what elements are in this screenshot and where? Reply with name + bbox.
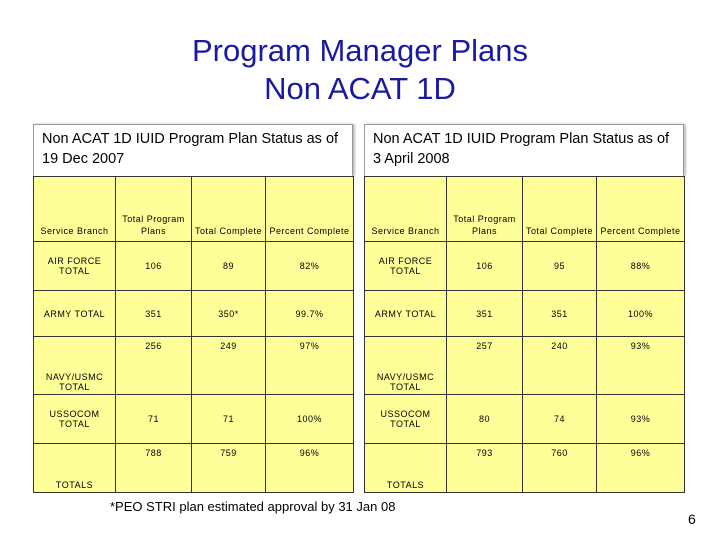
- table-row: [365, 291, 685, 337]
- cell-branch: AIR FORCE TOTAL: [34, 242, 116, 291]
- cell-percent: 100%: [266, 395, 354, 444]
- table-row: [34, 395, 354, 444]
- status-table: [364, 176, 685, 493]
- cell-complete: 760: [523, 444, 597, 493]
- cell-percent: 93%: [597, 395, 685, 444]
- header-percent-complete: Percent Complete: [597, 177, 685, 242]
- cell-complete: 240: [523, 337, 597, 395]
- header-service-branch: Service Branch: [365, 177, 447, 242]
- cell-branch: AIR FORCE TOTAL: [365, 242, 447, 291]
- table-row: [365, 337, 685, 395]
- cell-branch: USSOCOM TOTAL: [365, 395, 447, 444]
- cell-complete: 759: [192, 444, 266, 493]
- panel-title: Non ACAT 1D IUID Program Plan Status as of 19 Dec 2007: [33, 124, 353, 176]
- header-total-program-plans: Total Program Plans: [116, 177, 192, 242]
- header-total-complete: Total Complete: [192, 177, 266, 242]
- slide-title-line-1: Program Manager Plans: [192, 33, 528, 68]
- cell-branch: TOTALS: [34, 444, 116, 493]
- page-number: 6: [688, 511, 696, 527]
- cell-plans: 256: [116, 337, 192, 395]
- header-service-branch: Service Branch: [34, 177, 116, 242]
- cell-plans: 71: [116, 395, 192, 444]
- cell-branch: TOTALS: [365, 444, 447, 493]
- table-row: [365, 444, 685, 493]
- table-row: [34, 291, 354, 337]
- status-table: [33, 176, 354, 493]
- cell-percent: 82%: [266, 242, 354, 291]
- cell-complete: 89: [192, 242, 266, 291]
- cell-branch: ARMY TOTAL: [34, 291, 116, 337]
- table-row: [34, 337, 354, 395]
- header-row: [365, 177, 685, 242]
- cell-complete: 351: [523, 291, 597, 337]
- cell-plans: 80: [447, 395, 523, 444]
- header-percent-complete: Percent Complete: [266, 177, 354, 242]
- cell-plans: 351: [447, 291, 523, 337]
- cell-plans: 351: [116, 291, 192, 337]
- cell-percent: 100%: [597, 291, 685, 337]
- cell-plans: 793: [447, 444, 523, 493]
- table-row: [365, 242, 685, 291]
- status-panel-dec-2007: [33, 124, 353, 493]
- cell-complete: 74: [523, 395, 597, 444]
- cell-percent: 88%: [597, 242, 685, 291]
- cell-complete: 95: [523, 242, 597, 291]
- cell-percent: 96%: [266, 444, 354, 493]
- slide-title-line-2: Non ACAT 1D: [264, 71, 456, 106]
- header-row: [34, 177, 354, 242]
- table-row: [34, 242, 354, 291]
- footnote: *PEO STRI plan estimated approval by 31 Jan 08: [110, 499, 396, 514]
- cell-complete: 350*: [192, 291, 266, 337]
- cell-plans: 106: [116, 242, 192, 291]
- cell-plans: 257: [447, 337, 523, 395]
- cell-branch: USSOCOM TOTAL: [34, 395, 116, 444]
- panel-title: Non ACAT 1D IUID Program Plan Status as of 3 April 2008: [364, 124, 684, 176]
- cell-plans: 788: [116, 444, 192, 493]
- cell-branch: ARMY TOTAL: [365, 291, 447, 337]
- cell-complete: 71: [192, 395, 266, 444]
- cell-complete: 249: [192, 337, 266, 395]
- cell-percent: 96%: [597, 444, 685, 493]
- cell-branch: NAVY/USMC TOTAL: [365, 337, 447, 395]
- status-panel-apr-2008: [364, 124, 684, 493]
- table-row: [365, 395, 685, 444]
- cell-percent: 97%: [266, 337, 354, 395]
- cell-percent: 93%: [597, 337, 685, 395]
- cell-percent: 99.7%: [266, 291, 354, 337]
- cell-plans: 106: [447, 242, 523, 291]
- table-row: [34, 444, 354, 493]
- cell-branch: NAVY/USMC TOTAL: [34, 337, 116, 395]
- header-total-program-plans: Total Program Plans: [447, 177, 523, 242]
- header-total-complete: Total Complete: [523, 177, 597, 242]
